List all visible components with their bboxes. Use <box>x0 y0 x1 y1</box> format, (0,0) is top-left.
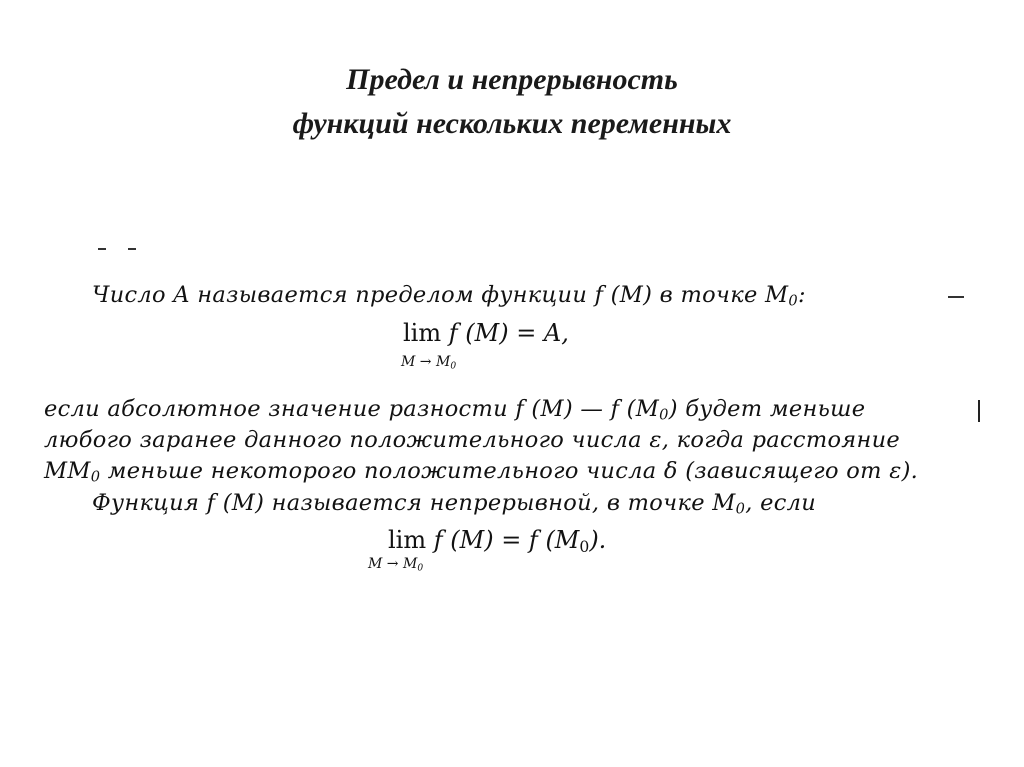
continuity-formula-under <box>368 556 423 572</box>
continuity-definition-subscript: 0 <box>735 500 746 518</box>
limit-formula <box>403 319 569 347</box>
continuity-definition-line <box>92 490 816 516</box>
slide-title-line-2: функций нескольких переменных <box>292 107 732 140</box>
condition-line-1-end: ) будет меньше <box>668 396 866 422</box>
limit-under-text: M → M <box>401 354 451 370</box>
condition-line-1 <box>44 396 865 422</box>
scan-speck <box>948 296 964 298</box>
scan-dash-marks <box>98 248 140 252</box>
continuity-under-text: M → M <box>368 556 418 572</box>
condition-line-2-text: любого заранее данного положительного числа ε, когда расстояние <box>44 427 901 453</box>
limit-formula-under <box>401 354 456 370</box>
condition-line-2 <box>44 427 900 453</box>
condition-line-3-subscript: 0 <box>90 468 101 486</box>
limit-definition-line <box>92 282 806 308</box>
continuity-formula-subscript: 0 <box>579 537 590 556</box>
continuity-under-subscript: 0 <box>417 563 424 574</box>
continuity-formula-end: ). <box>589 526 607 554</box>
limit-definition-end: : <box>797 282 806 308</box>
scan-edge-mark <box>978 400 980 422</box>
continuity-definition-text: Функция f (M) называется непрерывной, в точке M <box>92 490 736 516</box>
condition-line-3-text: меньше некоторого положительного числа δ (зависящего от ε). <box>100 458 919 484</box>
limit-operator: lim <box>403 319 442 347</box>
condition-line-3 <box>44 458 918 484</box>
condition-line-3-start: MM <box>44 458 91 484</box>
continuity-limit-operator: lim <box>388 526 427 554</box>
slide-title-line-1: Предел и непрерывность <box>346 63 678 96</box>
limit-formula-body: f (M) = A, <box>448 319 569 347</box>
limit-definition-subscript: 0 <box>788 292 798 310</box>
continuity-formula-body: f (M) = f (M <box>433 526 580 554</box>
condition-line-1-text: если абсолютное значение разности f (M) — f (M <box>44 396 660 422</box>
continuity-definition-end: , если <box>745 490 817 516</box>
limit-definition-text: Число A называется пределом функции f (M) в точке M <box>92 282 789 308</box>
limit-under-subscript: 0 <box>450 361 457 372</box>
condition-line-1-subscript: 0 <box>659 406 669 424</box>
continuity-formula <box>388 526 606 554</box>
